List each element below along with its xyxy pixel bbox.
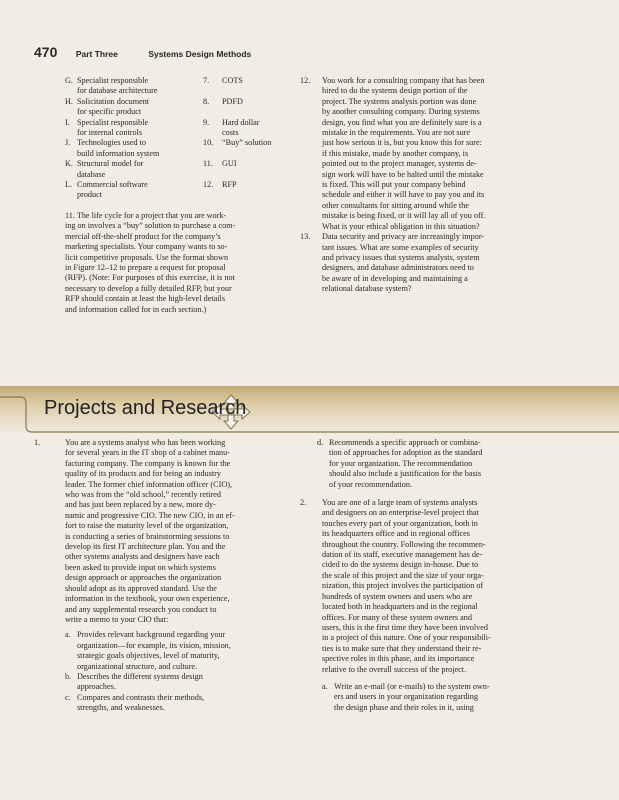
text-line: strengths, and weaknesses.	[77, 703, 165, 713]
text-line: for several years in the IT shop of a cabinet manu-	[65, 448, 230, 458]
question-number: 13.	[300, 232, 311, 242]
term-number: 11.	[203, 159, 213, 169]
term-row	[65, 159, 305, 180]
text-line: necessary to develop a fully detailed RFP, but your	[65, 283, 232, 293]
text-line: Recommends a specific approach or combina-	[329, 438, 481, 447]
text-line: designers, and database administrators need to	[322, 263, 474, 273]
project-1	[34, 438, 296, 714]
term-keyword: PDFD	[222, 96, 243, 106]
text-line: licit competitive proposals. Use the format shown	[65, 252, 229, 262]
text-line: marketing specialists. Your company wants to so-	[65, 242, 228, 252]
text-line: and privacy issues that systems analysts, system	[322, 252, 480, 262]
text-line: by another consulting company. During systems	[322, 107, 480, 117]
question-number: 12.	[300, 76, 311, 85]
text-line: 11. The life cycle for a project that you are work-	[65, 210, 227, 220]
term-keyword: GUI	[222, 159, 237, 169]
questions-right	[300, 76, 562, 295]
term-keyword: Hard dollar	[222, 117, 260, 127]
term-definition: product	[77, 190, 103, 200]
term-letter: K.	[65, 159, 73, 169]
term-number: 10.	[203, 138, 214, 148]
text-line: should adopt as its approved standard. Use the	[65, 583, 217, 593]
text-line: leader. The former chief information officer (CIO),	[65, 479, 233, 489]
text-line: dation of its staff, executive management has de-	[322, 550, 483, 560]
question-11	[65, 211, 293, 315]
question-13	[300, 232, 562, 294]
text-line: You work for a consulting company that has been	[322, 76, 485, 85]
text-line: other systems analysts and designers have each	[65, 552, 220, 562]
term-keyword: “Buy” solution	[222, 138, 272, 148]
text-line: Write an e-mail (or e-mails) to the system own-	[334, 681, 490, 691]
text-line: and has just been replaced by a new, more dy-	[65, 500, 216, 510]
term-number: 9.	[203, 117, 210, 127]
term-definition: Solicitation document	[77, 96, 150, 106]
question-12	[300, 76, 562, 232]
term-number: 8.	[203, 96, 210, 106]
text-line: You are a systems analyst who has been working	[65, 438, 226, 447]
term-letter: L.	[65, 180, 73, 190]
text-line: is conducting a series of brainstorming sessions to	[65, 531, 230, 541]
text-line: for your organization. The recommendation	[329, 458, 473, 468]
text-line: You are one of a large team of systems analysts	[322, 498, 478, 508]
text-line: namic and progressive CIO. The new CIO, in an ef-	[65, 510, 235, 520]
term-number: 7.	[203, 76, 210, 85]
term-letter: I.	[65, 117, 70, 127]
text-line: Compares and contrasts their methods,	[77, 692, 205, 702]
text-line: What is your ethical obligation in this situation?	[322, 221, 480, 231]
text-line: should also include a justification for the basis	[329, 469, 482, 479]
term-row	[65, 138, 305, 159]
term-keyword: COTS	[222, 76, 243, 85]
term-keyword: RFP	[222, 180, 237, 190]
text-line: relational database system?	[322, 284, 412, 294]
text-line: other consultants for sitting around while the	[322, 200, 469, 210]
text-line: cided to do the systems design in-house. Due to	[322, 560, 479, 570]
text-line: ties is to make sure that they understand their re-	[322, 643, 482, 653]
text-line: if this mistake, made by another company, is	[322, 148, 469, 158]
text-line: organization—for example, its vision, mission,	[77, 640, 231, 650]
text-line: design, you find what you are definitely sure is a	[322, 117, 482, 127]
project-1-item-d	[317, 438, 562, 490]
term-definition: build information system	[77, 148, 160, 158]
text-line: approaches.	[77, 682, 116, 692]
text-line: of your recommendation.	[329, 479, 412, 489]
text-line: information in the textbook, your own experience,	[65, 594, 230, 604]
project-right	[300, 438, 562, 713]
term-definition: Specialist responsible	[77, 76, 149, 85]
part-label: Part Three	[75, 49, 118, 59]
list-item	[65, 672, 235, 693]
term-row	[65, 180, 305, 201]
text-line: facturing company. The company is known for the	[65, 458, 231, 468]
list-item	[65, 630, 235, 672]
text-line: Data security and privacy are increasingly impor-	[322, 232, 485, 242]
text-line: Provides relevant background regarding your	[77, 630, 226, 640]
text-line: and any supplemental research you conduct to	[65, 604, 217, 614]
terms-list	[65, 76, 305, 315]
text-line: located both in headquarters and in the regional	[322, 602, 478, 612]
text-line: project. The systems analysis portion was done	[322, 96, 477, 106]
project-number: 2.	[300, 498, 307, 508]
term-letter: H.	[65, 96, 73, 106]
term-keyword: costs	[222, 128, 239, 138]
text-line: (RFP). (Note: For purposes of this exercise, it is not	[65, 273, 235, 283]
text-line: hired to do the systems design portion of the	[322, 86, 468, 96]
item-label: a.	[322, 681, 328, 691]
item-label: c.	[65, 692, 71, 702]
text-line: mistake in the requirements. You are not sure	[322, 128, 471, 138]
text-line: organizational structure, and culture.	[77, 661, 198, 671]
list-item	[65, 693, 235, 714]
text-line: spective roles in this phase, and its importance	[322, 654, 475, 664]
text-line: ing on involves a “buy” solution to purchase a com-	[65, 221, 236, 231]
text-line: write a memo to your CIO that:	[65, 614, 169, 624]
text-line: hundreds of system owners and users who are	[322, 591, 473, 601]
project-number: 1.	[34, 438, 41, 447]
text-line: just how serious it is, but you know this for sure:	[322, 138, 482, 148]
text-line: be aware of in developing and maintaining a	[322, 273, 468, 283]
term-row	[65, 97, 305, 118]
text-line: mercial off-the-shelf product for the company’s	[65, 231, 221, 241]
project-2	[300, 498, 562, 713]
text-line: Describes the different systems design	[77, 671, 203, 681]
text-line: schedule and either it will have to pay you and its	[322, 190, 485, 200]
text-line: its headquarters office and in regional offices	[322, 529, 470, 539]
term-definition: for internal controls	[77, 128, 143, 138]
list-item	[322, 682, 491, 713]
text-line: relative to the overall success of the project.	[322, 664, 467, 674]
text-line: the scale of this project and the size of your orga-	[322, 570, 484, 580]
item-label: d.	[317, 438, 324, 447]
text-line: fort to raise the maturity level of the organization,	[65, 521, 229, 531]
text-line: tant issues. What are some examples of security	[322, 242, 479, 252]
term-definition: for specific product	[77, 107, 142, 117]
text-line: throughout the country. Following the recommen-	[322, 539, 486, 549]
text-line: who was from the “old school,” recently retired	[65, 490, 221, 500]
item-label: a.	[65, 630, 71, 640]
term-definition: Technologies used to	[77, 138, 147, 148]
term-definition: Structural model for	[77, 159, 144, 169]
text-line: offices. For many of these system owners and	[322, 612, 472, 622]
term-number: 12.	[203, 180, 214, 190]
text-line: develop its first IT architecture plan. You and the	[65, 542, 226, 552]
item-label: b.	[65, 671, 72, 681]
text-line: mistake is being fixed, or it will lay all of you off.	[322, 211, 486, 221]
text-line: sign work will have to be halted until the mistake	[322, 169, 484, 179]
page-header	[34, 44, 251, 62]
text-line: design approach or approaches the organization	[65, 573, 222, 583]
text-line: the design phase and their roles in it, using	[334, 702, 474, 712]
term-definition: Specialist responsible	[77, 117, 149, 127]
text-line: in Figure 12–12 to prepare a request for proposal	[65, 262, 226, 272]
text-line: in a project of this nature. One of your responsibili-	[322, 633, 491, 643]
text-line: touches every part of your organization, both in	[322, 518, 478, 528]
text-line: pointed out to the project manager, systems de-	[322, 159, 477, 169]
text-line: and designers on an enterprise-level project that	[322, 508, 479, 518]
text-line: RFP should contain at least the high-level details	[65, 294, 226, 304]
text-line: is fixed. This will put your company behind	[322, 180, 466, 190]
term-definition: Commercial software	[77, 180, 148, 190]
page-number: 470	[34, 44, 58, 60]
term-letter: J.	[65, 138, 71, 148]
term-row	[65, 76, 305, 97]
term-definition: database	[77, 169, 106, 179]
section-label: Systems Design Methods	[148, 49, 252, 59]
text-line: users, this is the first time they have been involved	[322, 622, 488, 632]
text-line: tion of approaches for adoption as the standard	[329, 448, 483, 458]
section-title: Projects and Research	[44, 397, 247, 419]
text-line: been asked to provide input on which systems	[65, 562, 216, 572]
term-definition: for database architecture	[77, 86, 158, 96]
text-line: quality of its products and for being an industry	[65, 469, 221, 479]
text-line: strategic goals objectives, level of maturity,	[77, 651, 220, 661]
text-line: and information called for in each section.)	[65, 304, 207, 314]
text-line: ers and users in your organization regarding	[334, 692, 478, 702]
term-letter: G.	[65, 76, 73, 85]
text-line: nization, this project involves the participation of	[322, 581, 484, 591]
term-row	[65, 118, 305, 139]
